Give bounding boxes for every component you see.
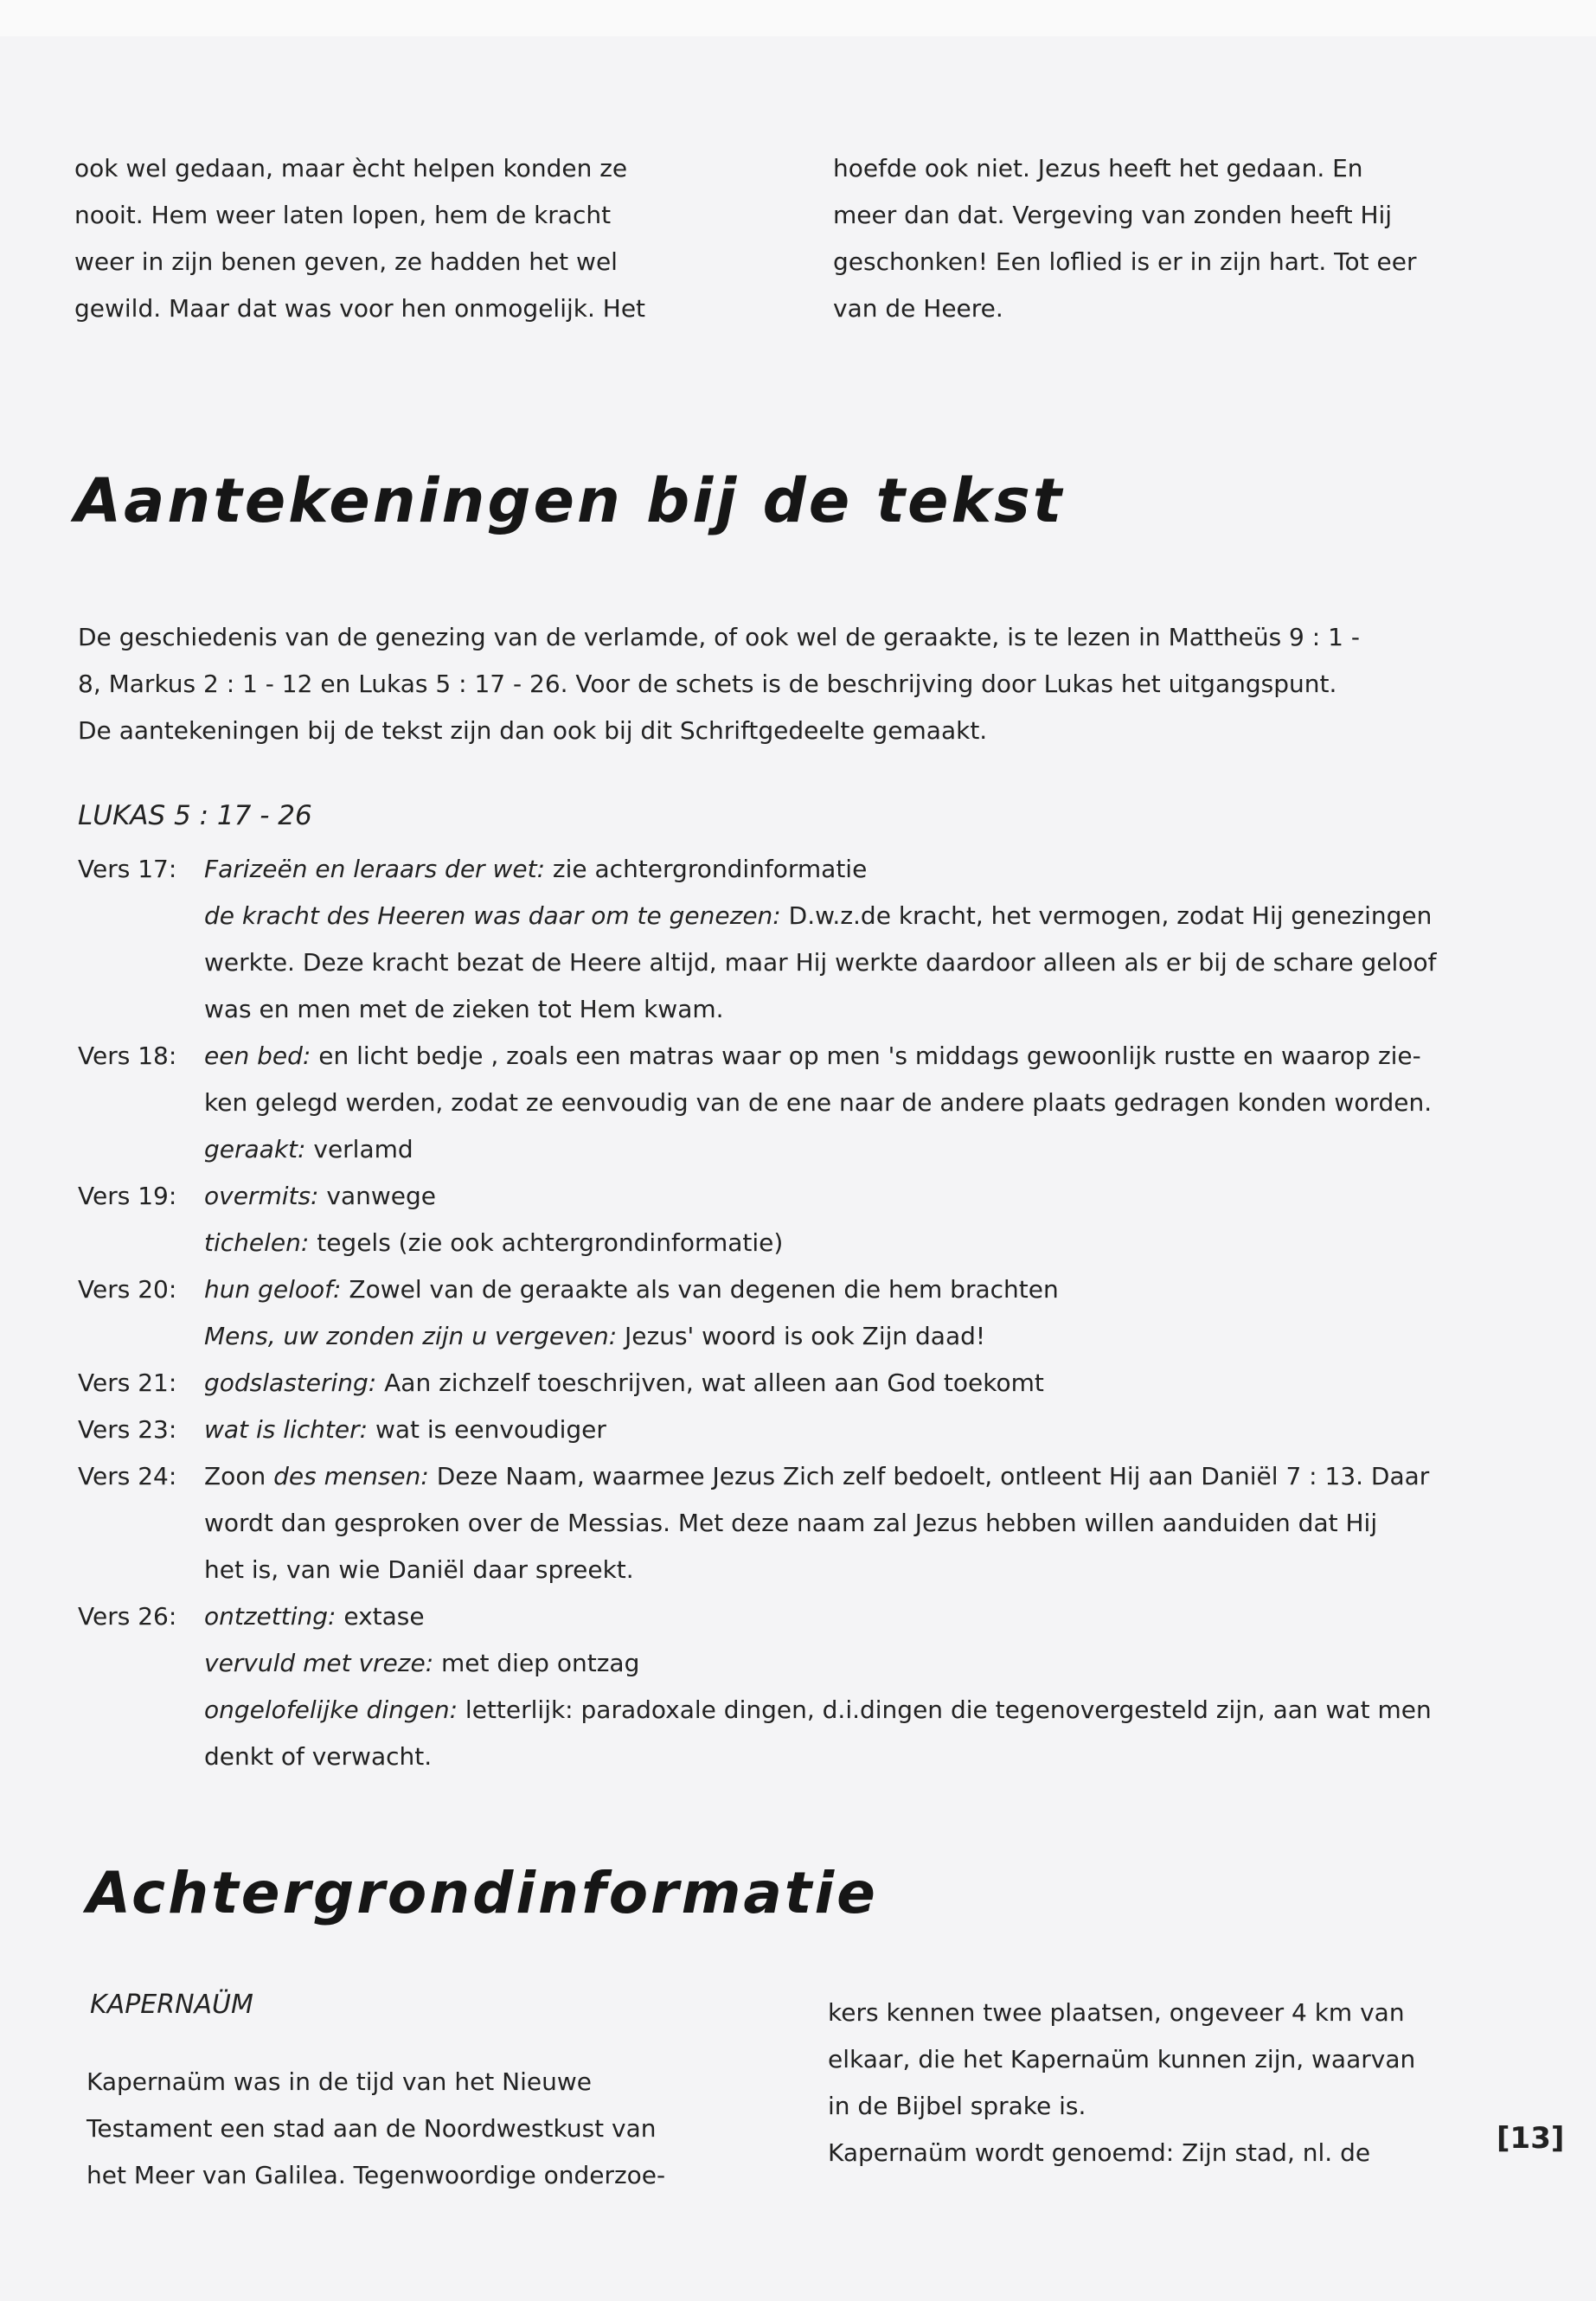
definition: vanwege: [318, 1182, 437, 1210]
definition: ken gelegd werden, zodat ze eenvoudig van de ene naar de andere plaats gedragen konden worden.: [204, 1088, 1433, 1117]
definition: was en men met de zieken tot Hem kwam.: [204, 995, 724, 1023]
page-top-margin: [0, 0, 1596, 36]
term: Mens, uw zonden zijn u vergeven:: [204, 1322, 618, 1350]
verse-row: [78, 893, 1497, 939]
term: godslastering:: [204, 1368, 377, 1397]
definition: Jezus' woord is ook Zijn daad!: [617, 1322, 986, 1350]
verse-row: [78, 939, 1497, 986]
verse-row: [78, 1453, 1497, 1500]
verse-label: Vers 20:: [78, 1275, 177, 1304]
passage-reference: LUKAS 5 : 17 - 26: [78, 800, 312, 831]
text-line: in de Bijbel sprake is.: [828, 2092, 1086, 2120]
text-line: nooit. Hem weer laten lopen, hem de kracht: [74, 201, 612, 229]
background-column-left: [87, 2059, 727, 2199]
definition: en licht bedje , zoals een matras waar op men 's middags gewoonlijk rustte en waarop zie-: [311, 1042, 1421, 1070]
text-line: het Meer van Galilea. Tegenwoordige onderzoe-: [87, 2161, 666, 2189]
term: hun geloof:: [204, 1275, 342, 1304]
term: Farizeën en leraars der wet:: [204, 855, 546, 883]
verse-row: [78, 1407, 1497, 1453]
definition: Aan zichzelf toeschrijven, wat alleen aan God toekomt: [376, 1368, 1044, 1397]
verse-row: [78, 1313, 1497, 1360]
text-line: hoefde ook niet. Jezus heeft het gedaan. En: [833, 154, 1363, 183]
verse-row: [78, 1360, 1497, 1407]
definition: wat is eenvoudiger: [368, 1415, 606, 1444]
notes-heading: Aantekeningen bij de tekst: [74, 465, 1065, 536]
definition: Zoon: [204, 1462, 274, 1490]
definition: Deze Naam, waarmee Jezus Zich zelf bedoelt, ontleent Hij aan Daniël 7 : 13. Daar: [428, 1462, 1430, 1490]
definition: Zowel van de geraakte als van degenen die hem brachten: [341, 1275, 1059, 1304]
term: ontzetting:: [204, 1602, 337, 1631]
text-line: kers kennen twee plaatsen, ongeveer 4 km van: [828, 1998, 1405, 2027]
verse-row: [78, 846, 1497, 893]
verse-label: Vers 18:: [78, 1042, 177, 1070]
definition: extase: [336, 1602, 425, 1631]
text-line: 8, Markus 2 : 1 - 12 en Lukas 5 : 17 - 26. Voor de schets is de beschrijving door Lukas het uitgangspunt.: [78, 670, 1337, 698]
text-line: De geschiedenis van de genezing van de verlamde, of ook wel de geraakte, is te lezen in Mattheüs 9 : 1 -: [78, 623, 1360, 651]
verse-label: Vers 24:: [78, 1462, 177, 1490]
verse-row: [78, 1640, 1497, 1687]
verse-row: [78, 1547, 1497, 1593]
definition: werkte. Deze kracht bezat de Heere altijd, maar Hij werkte daardoor alleen als er bij de schare geloof: [204, 948, 1437, 977]
term: de kracht des Heeren was daar om te genezen:: [204, 901, 781, 930]
term: overmits:: [204, 1182, 319, 1210]
text-line: elkaar, die het Kapernaüm kunnen zijn, waarvan: [828, 2045, 1416, 2073]
verse-label: Vers 19:: [78, 1182, 177, 1210]
verse-row: [78, 1220, 1497, 1266]
text-line: meer dan dat. Vergeving van zonden heeft Hij: [833, 201, 1393, 229]
definition: denkt of verwacht.: [204, 1742, 433, 1771]
definition: met diep ontzag: [433, 1649, 640, 1677]
term: des mensen:: [273, 1462, 429, 1490]
text-line: geschonken! Een loflied is er in zijn hart. Tot eer: [833, 247, 1417, 276]
verse-row: [78, 1266, 1497, 1313]
term: geraakt:: [204, 1135, 306, 1163]
term: een bed:: [204, 1042, 311, 1070]
verse-label: Vers 23:: [78, 1415, 177, 1444]
verse-label: Vers 17:: [78, 855, 177, 883]
background-subtitle: KAPERNAÜM: [90, 1990, 253, 2020]
verse-row: [78, 1126, 1497, 1173]
page-number: [13]: [1497, 2121, 1565, 2156]
definition: zie achtergrondinformatie: [545, 855, 868, 883]
verse-row: [78, 1593, 1497, 1640]
definition: D.w.z.de kracht, het vermogen, zodat Hij genezingen: [780, 901, 1433, 930]
verse-row: [78, 1033, 1497, 1080]
verse-label: Vers 21:: [78, 1368, 177, 1397]
intro-column-right: [833, 145, 1490, 332]
term: wat is lichter:: [204, 1415, 369, 1444]
text-line: weer in zijn benen geven, ze hadden het wel: [74, 247, 618, 276]
term: ongelofelijke dingen:: [204, 1695, 458, 1724]
intro-column-left: [74, 145, 766, 332]
verse-row: [78, 1173, 1497, 1220]
text-line: van de Heere.: [833, 294, 1003, 323]
background-heading: Achtergrondinformatie: [87, 1860, 878, 1926]
notes-intro: [78, 614, 1479, 754]
verse-row: [78, 1500, 1497, 1547]
verse-label: Vers 26:: [78, 1602, 177, 1631]
text-line: Kapernaüm was in de tijd van het Nieuwe: [87, 2067, 593, 2096]
definition: verlamd: [305, 1135, 413, 1163]
term: tichelen:: [204, 1228, 310, 1257]
verse-row: [78, 1734, 1497, 1780]
text-line: Kapernaüm wordt genoemd: Zijn stad, nl. de: [828, 2138, 1371, 2167]
verse-notes: [78, 846, 1497, 1780]
definition: het is, van wie Daniël daar spreekt.: [204, 1555, 634, 1584]
text-line: ook wel gedaan, maar ècht helpen konden ze: [74, 154, 628, 183]
definition: wordt dan gesproken over de Messias. Met deze naam zal Jezus hebben willen aanduiden dat Hij: [204, 1509, 1378, 1537]
background-column-right: [828, 1990, 1468, 2176]
verse-row: [78, 1080, 1497, 1126]
term: vervuld met vreze:: [204, 1649, 434, 1677]
verse-row: [78, 986, 1497, 1033]
text-line: Testament een stad aan de Noordwestkust van: [87, 2114, 657, 2143]
verse-row: [78, 1687, 1497, 1734]
text-line: De aantekeningen bij de tekst zijn dan ook bij dit Schriftgedeelte gemaakt.: [78, 716, 988, 745]
definition: tegels (zie ook achtergrondinformatie): [309, 1228, 784, 1257]
text-line: gewild. Maar dat was voor hen onmogelijk. Het: [74, 294, 646, 323]
definition: letterlijk: paradoxale dingen, d.i.dingen die tegenovergesteld zijn, aan wat men: [458, 1695, 1432, 1724]
